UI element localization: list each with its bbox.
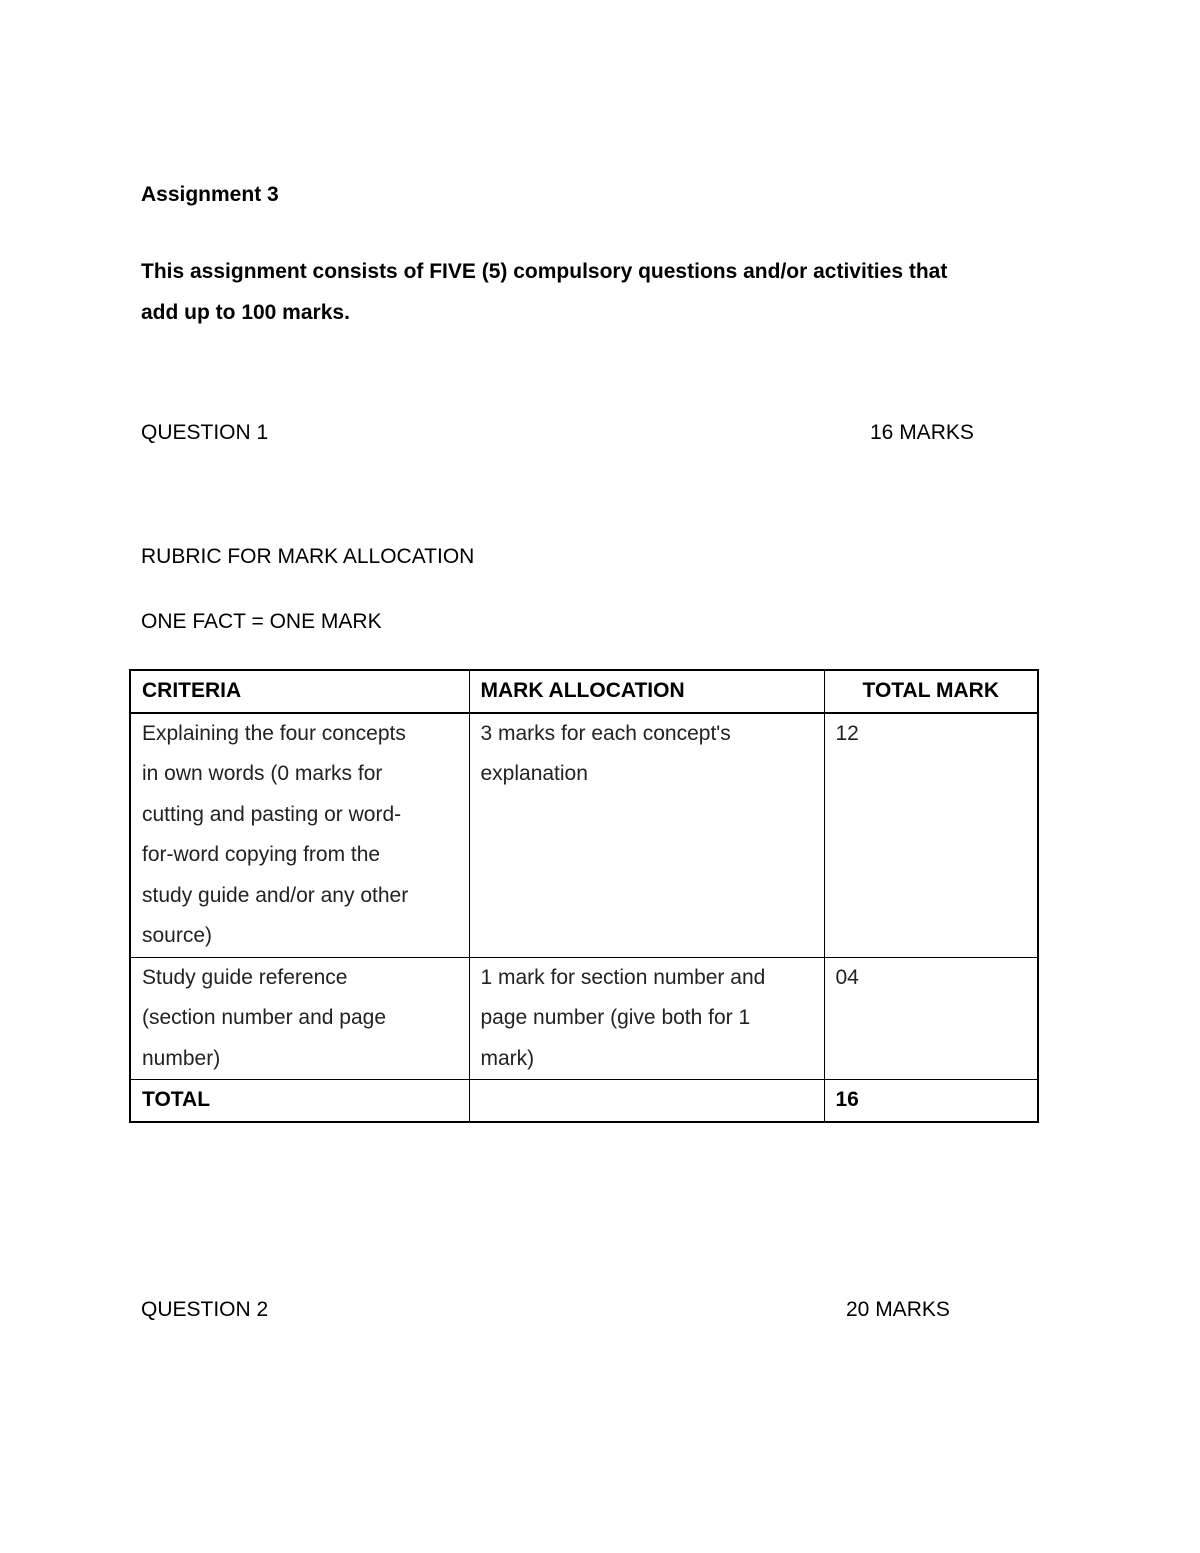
rubric-table — [129, 669, 1039, 1123]
cell-line: source) — [142, 924, 213, 947]
fact-rule: ONE FACT = ONE MARK — [141, 610, 382, 633]
cell-line: Explaining the four concepts — [142, 721, 406, 745]
allocation-cell — [469, 957, 824, 1080]
criteria-cell — [130, 957, 469, 1080]
intro-line-1: This assignment consists of FIVE (5) compulsory questions and/or activities that — [141, 260, 948, 283]
header-total-mark: TOTAL MARK — [824, 670, 1038, 713]
cell-line: for-word copying from the — [142, 843, 381, 866]
total-allocation — [469, 1080, 824, 1122]
rubric-heading: RUBRIC FOR MARK ALLOCATION — [141, 545, 475, 568]
assignment-title: Assignment 3 — [141, 183, 279, 206]
cell-line: mark) — [480, 1046, 535, 1070]
question-2-label: QUESTION 2 — [141, 1298, 269, 1321]
intro-line-2: add up to 100 marks. — [141, 301, 350, 324]
cell-line: 1 mark for section number and — [480, 965, 766, 989]
question-2-marks: 20 MARKS — [846, 1298, 950, 1321]
cell-line: 3 marks for each concept's — [480, 721, 731, 745]
header-mark-allocation: MARK ALLOCATION — [469, 670, 824, 713]
total-row — [130, 1080, 1038, 1122]
cell-line: page number (give both for 1 — [480, 1006, 751, 1029]
question-1-marks: 16 MARKS — [870, 421, 974, 444]
cell-line: (section number and page — [142, 1006, 386, 1029]
allocation-cell — [469, 713, 824, 958]
cell-line: in own words (0 marks for — [142, 762, 383, 785]
total-cell: 12 — [824, 713, 1038, 958]
cell-line: number) — [142, 1046, 221, 1070]
question-1-label: QUESTION 1 — [141, 421, 269, 444]
header-criteria: CRITERIA — [130, 670, 469, 713]
criteria-cell — [130, 713, 469, 958]
total-label: TOTAL — [130, 1080, 469, 1122]
cell-line: study guide and/or any other — [142, 883, 409, 907]
cell-line: cutting and pasting or word- — [142, 802, 402, 826]
table-row — [130, 713, 1038, 958]
cell-line: explanation — [480, 762, 588, 785]
table-row — [130, 957, 1038, 1080]
total-cell: 04 — [824, 957, 1038, 1080]
rubric-header-row — [130, 670, 1038, 713]
cell-line: Study guide reference — [142, 965, 348, 989]
total-value: 16 — [824, 1080, 1038, 1122]
